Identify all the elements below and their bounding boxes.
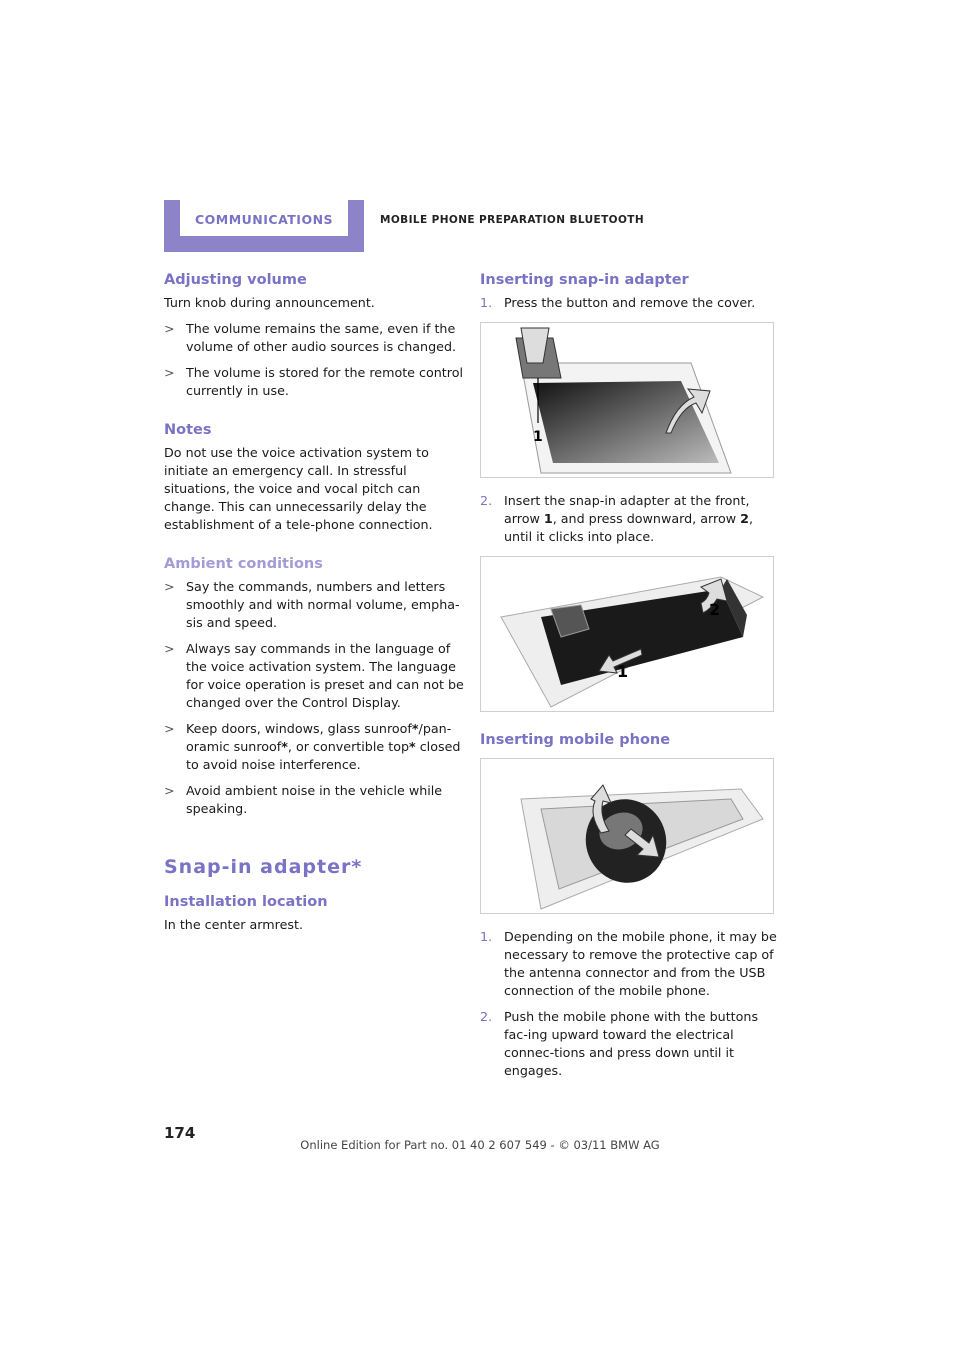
list-item: > The volume is stored for the remote control currently in use. [164,365,463,398]
installation-heading: Installation location [164,894,328,910]
right-column [480,272,780,1088]
adapter-illustration [481,557,773,711]
figure-insert-adapter [480,556,774,712]
phone-illustration [481,759,773,913]
cover-illustration [481,323,773,477]
step-item: 1. Depending on the mobile phone, it may be necessary to remove the protective cap of the antenna connector and from the USB connection of the mobile phone. [480,929,777,998]
figure-remove-cover [480,322,774,478]
step-item: 2. Insert the snap-in adapter at the front, arrow 1, and press downward, arrow 2, until it clicks into place. [480,493,753,544]
list-item: > Avoid ambient noise in the vehicle while speaking. [164,783,443,816]
fig1-number-label: 1 [533,429,543,445]
list-item: > Say the commands, numbers and letters smoothly and with normal volume, empha-sis and speed. [164,579,460,630]
fig2-number-2-label: 2 [709,600,721,619]
footer: Online Edition for Part no. 01 40 2 607 549 - © 03/11 BMW AG [300,1138,660,1152]
notes-text: Do not use the voice activation system to initiate an emergency call. In stressful situations, the voice and vocal pitch can change. This can unnecessarily delay the establishment of a tele-phone connection. [164,445,433,532]
step-item: 2. Push the mobile phone with the buttons fac-ing upward toward the electrical connec-tions and press down until it engages. [480,1009,759,1078]
list-item: > Keep doors, windows, glass sunroof*/pan-oramic sunroof*, or convertible top* closed to avoid noise interference. [164,721,461,772]
notes-heading: Notes [164,422,212,438]
ambient-heading: Ambient conditions [164,556,323,572]
snap-in-heading: Snap-in adapter* [164,856,363,878]
inserting-phone-heading: Inserting mobile phone [480,732,671,748]
list-item: > The volume remains the same, even if the volume of other audio sources is changed. [164,321,457,354]
figure-insert-phone [480,758,774,914]
fig2-number-1-label: 1 [617,662,629,681]
adjusting-volume-intro: Turn knob during announcement. [164,295,375,310]
installation-text: In the center armrest. [164,917,304,932]
inserting-adapter-heading: Inserting snap-in adapter [480,272,689,288]
section-title: COMMUNICATIONS [194,212,334,227]
step-item: 1. Press the button and remove the cover. [480,295,756,310]
page-number: 174 [164,1124,196,1142]
left-column [164,272,464,942]
subsection-title: MOBILE PHONE PREPARATION BLUETOOTH [380,214,645,226]
list-item: > Always say commands in the language of the voice activation system. The language for voice operation is preset and can not be changed over the Control Display. [164,641,464,710]
adjusting-volume-heading: Adjusting volume [164,272,307,288]
